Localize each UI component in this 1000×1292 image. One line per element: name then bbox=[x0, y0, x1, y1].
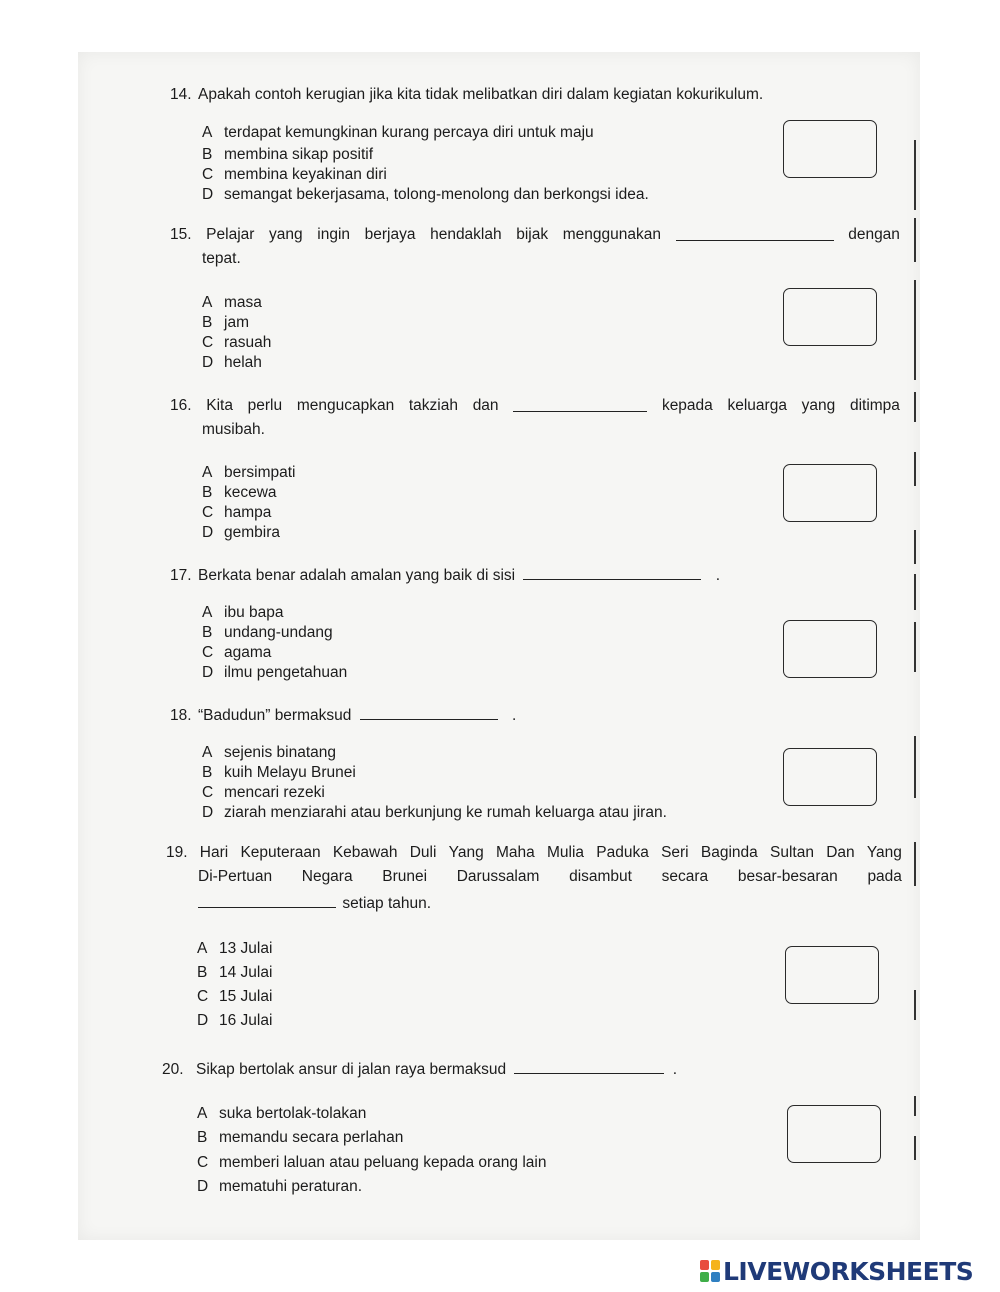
q18-answer-box[interactable] bbox=[783, 748, 877, 806]
stem-word: pada bbox=[867, 868, 902, 885]
stem-word: Darussalam bbox=[456, 868, 540, 885]
q16-answer-box[interactable] bbox=[783, 464, 877, 522]
option-letter: D bbox=[197, 1012, 209, 1029]
question-number: 20. bbox=[162, 1061, 184, 1078]
option-letter: B bbox=[202, 314, 213, 331]
option-text: jam bbox=[224, 314, 249, 331]
option-letter: A bbox=[202, 464, 213, 481]
option-letter: A bbox=[197, 1105, 208, 1122]
page-edge-mark bbox=[914, 218, 916, 262]
stem-word: kepada bbox=[661, 397, 713, 414]
stem-word: dan bbox=[472, 397, 499, 414]
stem-word: keluarga bbox=[727, 397, 787, 414]
stem-word: Negara bbox=[301, 868, 353, 885]
option-text: helah bbox=[224, 354, 262, 371]
stem-word: yang bbox=[269, 226, 303, 243]
question-number: 18. bbox=[170, 707, 192, 724]
fill-blank bbox=[198, 893, 336, 908]
q18-option-b bbox=[202, 764, 356, 782]
stem-word: Yang bbox=[448, 844, 484, 861]
q14-option-b bbox=[202, 146, 373, 164]
q17-option-a bbox=[202, 604, 283, 622]
stem-word: Sultan bbox=[770, 844, 814, 861]
q16-option-c bbox=[202, 504, 271, 522]
q18-option-a bbox=[202, 744, 336, 762]
question-17-stem bbox=[170, 565, 720, 585]
option-text: gembira bbox=[224, 524, 280, 541]
q16-option-d bbox=[202, 524, 280, 542]
liveworksheets-logo bbox=[700, 1256, 973, 1286]
stem-word: takziah bbox=[408, 397, 458, 414]
q14-option-a bbox=[202, 124, 594, 142]
q18-option-c bbox=[202, 784, 325, 802]
option-letter: B bbox=[202, 764, 213, 781]
question-number: 14. bbox=[170, 86, 192, 103]
question-16-stem-line2: musibah. bbox=[202, 421, 265, 438]
q19-answer-box[interactable] bbox=[785, 946, 879, 1004]
option-text: hampa bbox=[224, 504, 272, 521]
fill-blank bbox=[513, 397, 647, 412]
question-number: 19. bbox=[166, 844, 188, 861]
fill-blank bbox=[523, 565, 701, 580]
q20-option-d bbox=[197, 1178, 362, 1196]
fill-blank bbox=[676, 226, 834, 241]
stem-word: Yang bbox=[866, 844, 902, 861]
q15-answer-box[interactable] bbox=[783, 288, 877, 346]
page-edge-mark bbox=[914, 574, 916, 610]
option-text: 13 Julai bbox=[219, 940, 273, 957]
question-text: Berkata benar adalah amalan yang baik di sisi bbox=[198, 567, 516, 584]
question-16-stem bbox=[170, 397, 900, 415]
q19-option-c bbox=[197, 988, 272, 1006]
stem-word: dengan bbox=[848, 226, 900, 243]
stem-word: yang bbox=[801, 397, 836, 414]
question-18-stem bbox=[170, 705, 516, 725]
option-text: agama bbox=[224, 644, 272, 661]
option-letter: B bbox=[202, 146, 213, 163]
q19-option-d bbox=[197, 1012, 272, 1030]
stem-end: . bbox=[672, 1061, 678, 1078]
option-letter: A bbox=[202, 604, 213, 621]
q20-option-a bbox=[197, 1105, 366, 1123]
option-text: undang-undang bbox=[224, 624, 333, 641]
stem-word: Pelajar bbox=[206, 226, 255, 243]
option-letter: A bbox=[202, 294, 213, 311]
option-text: memandu secara perlahan bbox=[219, 1129, 404, 1146]
q16-option-a bbox=[202, 464, 296, 482]
page-edge-mark bbox=[914, 842, 916, 886]
q14-option-d bbox=[202, 186, 649, 204]
q15-option-b bbox=[202, 314, 249, 332]
stem-text: setiap tahun. bbox=[342, 895, 432, 912]
option-text: kecewa bbox=[224, 484, 277, 501]
page-edge-mark bbox=[914, 622, 916, 672]
option-letter: D bbox=[197, 1178, 209, 1195]
page-edge-mark bbox=[914, 140, 916, 210]
fill-blank bbox=[514, 1059, 664, 1074]
liveworksheets-wordmark: LIVEWORKSHEETS bbox=[723, 1256, 974, 1286]
stem-end: . bbox=[715, 567, 721, 584]
option-text: memberi laluan atau peluang kepada orang lain bbox=[219, 1154, 547, 1171]
option-letter: C bbox=[197, 988, 209, 1005]
option-letter: C bbox=[202, 334, 214, 351]
question-text: Sikap bertolak ansur di jalan raya bermaksud bbox=[196, 1061, 507, 1078]
page-edge-mark bbox=[914, 452, 916, 486]
stem-word: Kita bbox=[206, 397, 233, 414]
page-edge-mark bbox=[914, 1096, 916, 1116]
option-letter: D bbox=[202, 804, 214, 821]
liveworksheets-mark-icon bbox=[700, 1260, 720, 1282]
stem-word: menggunakan bbox=[562, 226, 661, 243]
page-edge-mark bbox=[914, 280, 916, 380]
q15-option-a bbox=[202, 294, 262, 312]
q19-option-b bbox=[197, 964, 272, 982]
option-text: masa bbox=[224, 294, 262, 311]
q20-answer-box[interactable] bbox=[787, 1105, 881, 1163]
question-number: 17. bbox=[170, 567, 192, 584]
stem-word: Duli bbox=[409, 844, 437, 861]
option-text: membina sikap positif bbox=[224, 146, 374, 163]
option-text: terdapat kemungkinan kurang percaya diri untuk maju bbox=[224, 124, 594, 141]
question-19-stem-line3 bbox=[198, 893, 431, 913]
option-letter: C bbox=[202, 504, 214, 521]
stem-word: Mulia bbox=[546, 844, 585, 861]
stem-word: Seri bbox=[661, 844, 689, 861]
page-edge-mark bbox=[914, 530, 916, 564]
page-edge-mark bbox=[914, 990, 916, 1020]
q14-option-c bbox=[202, 166, 387, 184]
question-text: Apakah contoh kerugian jika kita tidak melibatkan diri dalam kegiatan kokurikulum. bbox=[198, 86, 764, 103]
stem-word: bijak bbox=[516, 226, 549, 243]
option-letter: B bbox=[197, 964, 208, 981]
q14-answer-box[interactable] bbox=[783, 120, 877, 178]
stem-word: secara bbox=[661, 868, 709, 885]
stem-word: ditimpa bbox=[849, 397, 900, 414]
q17-option-d bbox=[202, 664, 347, 682]
option-text: 16 Julai bbox=[219, 1012, 273, 1029]
option-text: 14 Julai bbox=[219, 964, 273, 981]
option-letter: C bbox=[202, 784, 214, 801]
option-text: 15 Julai bbox=[219, 988, 273, 1005]
question-text: “Badudun” bermaksud bbox=[198, 707, 352, 724]
option-letter: D bbox=[202, 186, 214, 203]
option-text: membina keyakinan diri bbox=[224, 166, 387, 183]
stem-end: . bbox=[512, 707, 517, 724]
stem-word: Keputeraan bbox=[240, 844, 321, 861]
option-letter: B bbox=[202, 484, 213, 501]
stem-word: Baginda bbox=[700, 844, 758, 861]
option-letter: C bbox=[202, 644, 214, 661]
stem-word: berjaya bbox=[364, 226, 416, 243]
option-text: kuih Melayu Brunei bbox=[224, 764, 356, 781]
option-letter: B bbox=[197, 1129, 208, 1146]
option-text: sejenis binatang bbox=[224, 744, 337, 761]
question-19-stem-line2 bbox=[198, 868, 902, 886]
q17-answer-box[interactable] bbox=[783, 620, 877, 678]
option-letter: C bbox=[197, 1154, 209, 1171]
stem-word: Brunei bbox=[382, 868, 428, 885]
question-19-stem-line1 bbox=[166, 844, 902, 862]
option-text: semangat bekerjasama, tolong-menolong dan berkongsi idea. bbox=[224, 186, 649, 203]
stem-word: Kebawah bbox=[332, 844, 398, 861]
option-letter: D bbox=[202, 524, 214, 541]
option-letter: D bbox=[202, 664, 214, 681]
q16-option-b bbox=[202, 484, 277, 502]
stem-word: ingin bbox=[317, 226, 351, 243]
q20-option-b bbox=[197, 1129, 403, 1147]
stem-word: Dan bbox=[826, 844, 855, 861]
option-letter: D bbox=[202, 354, 214, 371]
option-letter: C bbox=[202, 166, 214, 183]
q20-option-c bbox=[197, 1154, 546, 1172]
option-letter: A bbox=[197, 940, 208, 957]
question-number: 15. bbox=[170, 226, 192, 243]
option-letter: A bbox=[202, 124, 213, 141]
option-letter: A bbox=[202, 744, 213, 761]
q17-option-c bbox=[202, 644, 271, 662]
option-text: mencari rezeki bbox=[224, 784, 325, 801]
stem-word: hendaklah bbox=[430, 226, 502, 243]
option-text: rasuah bbox=[224, 334, 272, 351]
q15-option-c bbox=[202, 334, 271, 352]
stem-word: perlu bbox=[247, 397, 283, 414]
stem-word: Paduka bbox=[596, 844, 649, 861]
question-15-stem bbox=[170, 226, 900, 244]
option-text: mematuhi peraturan. bbox=[219, 1178, 363, 1195]
question-number: 16. bbox=[170, 397, 192, 414]
question-20-stem bbox=[162, 1059, 677, 1079]
stem-word: Hari bbox=[199, 844, 229, 861]
page-edge-mark bbox=[914, 736, 916, 798]
stem-word: mengucapkan bbox=[296, 397, 395, 414]
page-edge-mark bbox=[914, 1136, 916, 1160]
stem-word: Di-Pertuan bbox=[198, 868, 273, 885]
stem-word: besar-besaran bbox=[737, 868, 838, 885]
option-text: ibu bapa bbox=[224, 604, 284, 621]
option-text: ilmu pengetahuan bbox=[224, 664, 348, 681]
option-letter: B bbox=[202, 624, 213, 641]
option-text: bersimpati bbox=[224, 464, 296, 481]
option-text: ziarah menziarahi atau berkunjung ke rumah keluarga atau jiran. bbox=[224, 804, 667, 821]
q19-option-a bbox=[197, 940, 272, 958]
page-edge-mark bbox=[914, 392, 916, 422]
stem-word: Maha bbox=[495, 844, 535, 861]
q18-option-d bbox=[202, 804, 667, 822]
stem-word: disambut bbox=[569, 868, 632, 885]
question-15-stem-line2: tepat. bbox=[202, 250, 241, 267]
fill-blank bbox=[360, 705, 498, 720]
q17-option-b bbox=[202, 624, 333, 642]
q15-option-d bbox=[202, 354, 262, 372]
question-14-stem bbox=[170, 86, 763, 104]
option-text: suka bertolak-tolakan bbox=[219, 1105, 367, 1122]
